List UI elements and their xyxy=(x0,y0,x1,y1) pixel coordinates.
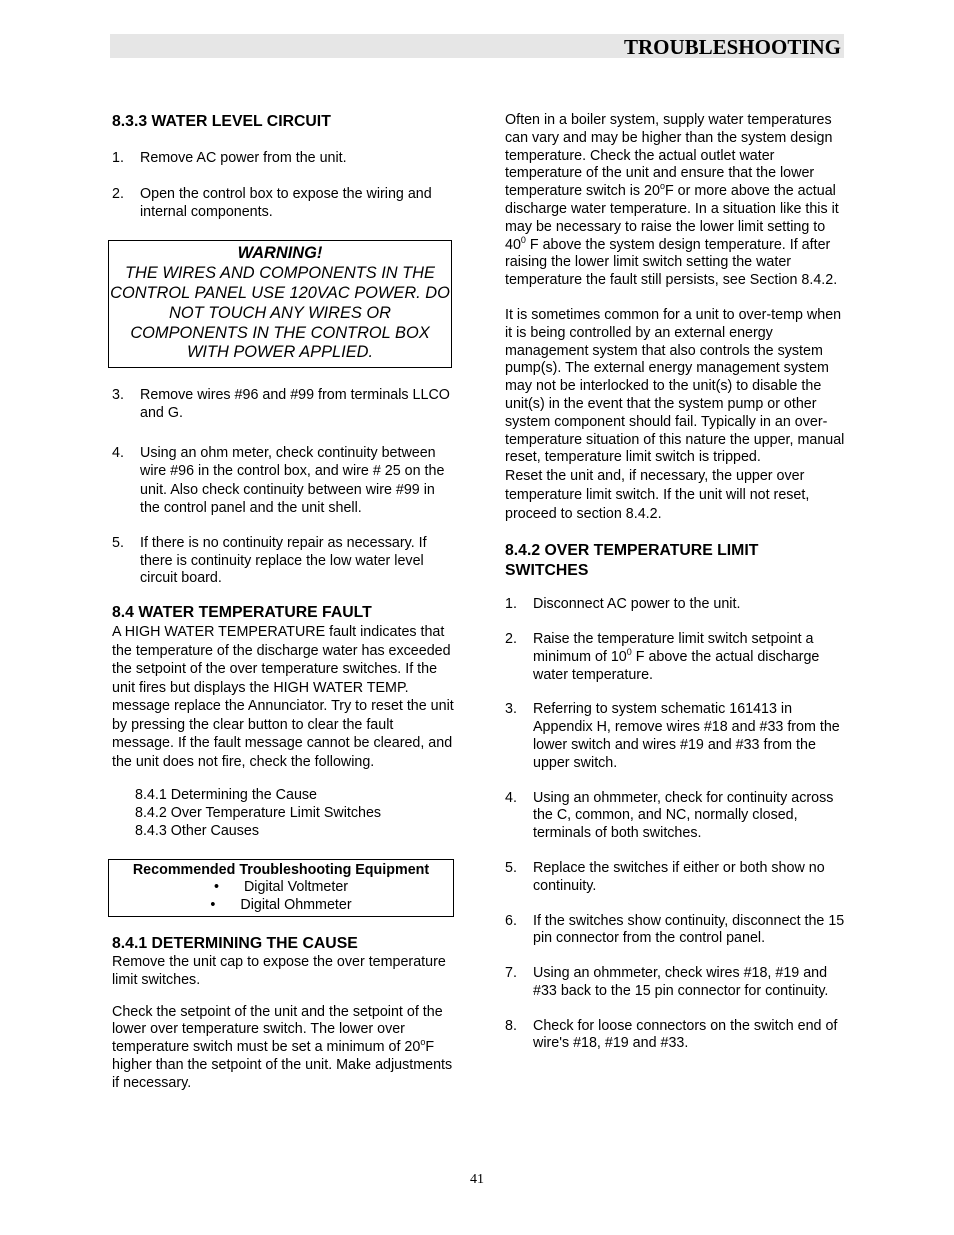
warning-text: THE WIRES AND COMPONENTS IN THE CONTROL PANEL USE 120VAC POWER. DO NOT TOUCH ANY WIRES OR COMPONENTS IN THE CONTROL BOX WITH POWER APPLIED. xyxy=(110,264,450,362)
list-item xyxy=(505,790,845,843)
step-number: 5. xyxy=(505,859,517,876)
page-number: 41 xyxy=(470,1172,484,1187)
section-8-4-sublist xyxy=(112,787,456,840)
paragraph: It is sometimes common for a unit to over-temp when it is being controlled by an external energy management system that also controls the system pump(s). The external energy management system may not be interlocked to the unit(s) to disable the unit(s) in the event that the system pump or other system component should fail. Typically in an over-temperature situation of this nature the upper, manual reset, temperature limit switch is tripped. xyxy=(505,306,845,466)
section-8-4-2-steps xyxy=(505,596,845,1053)
step-number: 4. xyxy=(112,444,124,461)
list-item xyxy=(112,387,456,423)
step-text: Using an ohm meter, check continuity between wire #96 in the control box, and wire # 25 on the unit. Also check continuity between wire #99 in the control panel and the unit shell. xyxy=(140,444,445,517)
step-number: 5. xyxy=(112,534,124,551)
equipment-item: • Digital Voltmeter xyxy=(213,879,349,896)
step-text: Disconnect AC power to the unit. xyxy=(533,596,741,613)
step-text: Replace the switches if either or both show no continuity. xyxy=(533,859,825,894)
step-number: 8. xyxy=(505,1017,517,1034)
header-bar xyxy=(110,34,844,58)
step-number: 7. xyxy=(505,965,517,982)
paragraph: Often in a boiler system, supply water temperatures can vary and may be higher than the system design temperature. Check the actual outlet water temperature of the unit and ensure that the lower temperature switch is 20$^o$F or more above the actual discharge water temperature. In a situation like this it may be necessary to raise the lower limit setting to $40^0$ F above the system design temperature. If after raising the lower limit switch setting the water temperature the fault still persists, see Section 8.4.2. xyxy=(505,112,839,289)
section-8-3-3-heading: 8.3.3 WATER LEVEL CIRCUIT xyxy=(112,113,331,130)
step-text: Using an ohmmeter, check for continuity across the C, common, and NC, normally closed, terminals of both switches. xyxy=(533,789,834,842)
section-8-4-1-paragraph: Check the setpoint of the unit and the setpoint of the lower over temperature switch. The lower over temperature switch must be set a minimum of 20$^o$F higher than the setpoint of the unit. Make adjustments if necessary. xyxy=(112,1003,453,1091)
list-item xyxy=(112,150,456,168)
list-item xyxy=(112,186,456,222)
step-text: Using an ohmmeter, check wires #18, #19 and #33 back to the 15 pin connector for continuity. xyxy=(533,965,829,999)
left-column xyxy=(112,112,456,1093)
step-number: 1. xyxy=(112,150,124,166)
list-item: 8.4.1 Determining the Cause xyxy=(135,787,317,804)
list-item: 8.4.3 Other Causes xyxy=(135,822,259,839)
section-8-4-2-heading: 8.4.2 OVER TEMPERATURE LIMIT SWITCHES xyxy=(505,542,759,580)
section-8-3-3-steps-continued xyxy=(112,387,456,588)
step-text: Open the control box to expose the wiring and internal components. xyxy=(140,185,432,220)
step-text: Remove AC power from the unit. xyxy=(140,150,347,166)
section-8-4-1-heading: 8.4.1 DETERMINING THE CAUSE xyxy=(112,934,358,952)
section-8-4-text: A HIGH WATER TEMPERATURE fault indicates that the temperature of the discharge water has exceeded the setpoint of the over temperature switches. If the unit fires but displays the HIGH WATER TEMP. message replace the Annunciator. Try to reset the unit by pressing the clear button to clear the fault message. If the fault message cannot be cleared, and the unit does not fire, check the following. xyxy=(112,624,454,770)
section-8-4-heading: 8.4 WATER TEMPERATURE FAULT xyxy=(112,604,372,622)
equipment-box xyxy=(108,859,454,917)
section-8-3-3-steps xyxy=(112,150,456,221)
step-text: Referring to system schematic 161413 in Appendix H, remove wires #18 and #33 from the lower switch and wires #19 and #33 from the upper switch. xyxy=(533,701,840,771)
bullet-icon: • xyxy=(210,897,216,914)
step-text: If there is no continuity repair as necessary. If there is continuity replace the low water level circuit board. xyxy=(140,534,427,587)
list-item xyxy=(505,596,845,614)
list-item xyxy=(505,965,845,1001)
step-number: 4. xyxy=(505,789,517,806)
bullet-icon: • xyxy=(213,879,219,896)
equipment-item: • Digital Ohmmeter xyxy=(210,897,352,914)
step-text: If the switches show continuity, disconnect the 15 pin connector from the control panel. xyxy=(533,912,845,947)
list-item xyxy=(505,631,845,684)
paragraph: Reset the unit and, if necessary, the upper over temperature limit switch. If the unit will not reset, proceed to section 8.4.2. xyxy=(505,468,810,523)
section-8-4-1-paragraph: Remove the unit cap to expose the over temperature limit switches. xyxy=(112,953,446,988)
list-item: 8.4.2 Over Temperature Limit Switches xyxy=(135,804,382,821)
list-item xyxy=(505,1018,845,1054)
list-item xyxy=(505,701,845,772)
warning-box xyxy=(108,240,452,368)
page-header-title: TROUBLESHOOTING xyxy=(623,35,841,59)
right-column xyxy=(505,112,845,1053)
step-number: 2. xyxy=(112,185,124,202)
warning-title: WARNING! xyxy=(237,244,323,263)
list-item xyxy=(112,535,456,588)
list-item xyxy=(505,913,845,949)
step-text: Check for loose connectors on the switch end of wire's #18, #19 and #33. xyxy=(533,1017,838,1052)
step-number: 6. xyxy=(505,912,517,929)
equipment-title: Recommended Troubleshooting Equipment xyxy=(132,861,430,878)
step-text: Raise the temperature limit switch setpoint a minimum of $10^0$ F above the actual discharge water temperature. xyxy=(533,630,820,683)
step-text: Remove wires #96 and #99 from terminals LLCO and G. xyxy=(140,387,450,421)
step-number: 3. xyxy=(505,701,517,718)
step-number: 2. xyxy=(505,630,517,647)
step-number: 3. xyxy=(112,387,124,404)
list-item xyxy=(112,444,456,518)
list-item xyxy=(505,860,845,896)
step-number: 1. xyxy=(505,596,517,613)
